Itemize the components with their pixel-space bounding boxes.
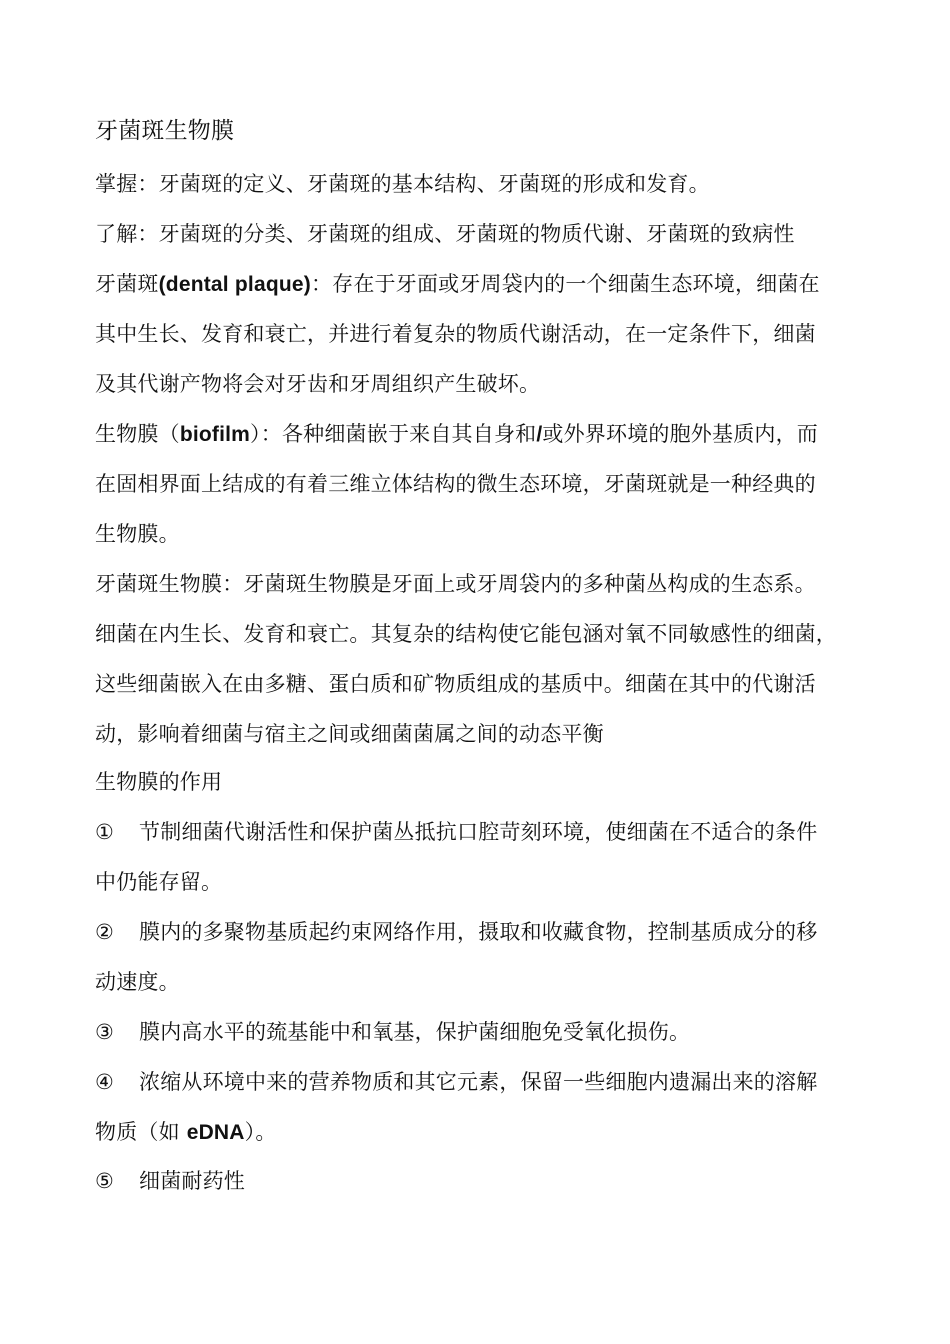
function-item-2	[95, 917, 855, 947]
plaque-biofilm-line-2: 细菌在内生长、发育和衰亡。其复杂的结构使它能包涵对氧不同敏感性的细菌，	[95, 622, 837, 646]
plaque-term-en: (dental plaque)	[158, 273, 311, 296]
item-text: 膜内高水平的巯基能中和氧基，保护菌细胞免受氧化损伤。	[139, 1020, 691, 1044]
edna-term: eDNA	[186, 1121, 245, 1144]
plaque-definition-text: ：存在于牙面或牙周袋内的一个细菌生态环境，细菌在	[310, 272, 820, 296]
plaque-definition-line-1	[95, 269, 855, 300]
item-text-pre: 物质（如	[95, 1120, 187, 1144]
function-item-2-cont: 动速度。	[95, 970, 180, 994]
biofilm-definition-text-rest: 或外界环境的胞外基质内，而	[542, 422, 819, 446]
functions-heading: 生物膜的作用	[95, 770, 223, 794]
biofilm-definition-text: ）：各种细菌嵌于来自其自身和	[250, 422, 537, 446]
function-item-5	[95, 1166, 855, 1196]
function-item-1	[95, 817, 855, 847]
item-number: ①	[95, 820, 115, 844]
function-item-4	[95, 1067, 855, 1097]
plaque-definition-line-3: 及其代谢产物将会对牙齿和牙周组织产生破坏。	[95, 372, 541, 396]
biofilm-definition-line-3: 生物膜。	[95, 522, 180, 546]
plaque-biofilm-line-1: 牙菌斑生物膜：牙菌斑生物膜是牙面上或牙周袋内的多种菌丛构成的生态系。	[95, 572, 816, 596]
function-item-4-cont	[95, 1117, 855, 1148]
plaque-term: 牙菌斑	[95, 272, 159, 296]
biofilm-definition-line-2: 在固相界面上结成的有着三维立体结构的微生态环境，牙菌斑就是一种经典的	[95, 472, 816, 496]
function-item-1-cont: 中仍能存留。	[95, 870, 223, 894]
slash-symbol: /	[536, 423, 543, 446]
item-number: ②	[95, 920, 115, 944]
item-text: 膜内的多聚物基质起约束网络作用，摄取和收藏食物，控制基质成分的移	[139, 920, 818, 944]
function-item-3	[95, 1017, 855, 1047]
objective-understand: 了解：牙菌斑的分类、牙菌斑的组成、牙菌斑的物质代谢、牙菌斑的致病性	[95, 222, 795, 246]
item-number: ⑤	[95, 1169, 115, 1193]
item-text: 节制细菌代谢活性和保护菌丛抵抗口腔苛刻环境，使细菌在不适合的条件	[139, 820, 818, 844]
plaque-biofilm-line-3: 这些细菌嵌入在由多糖、蛋白质和矿物质组成的基质中。细菌在其中的代谢活	[95, 672, 816, 696]
item-text-post: ）。	[244, 1120, 277, 1144]
item-number: ④	[95, 1070, 115, 1094]
biofilm-term: 生物膜（	[95, 422, 180, 446]
item-number: ③	[95, 1020, 115, 1044]
biofilm-term-en: biofilm	[179, 423, 251, 446]
objective-master: 掌握：牙菌斑的定义、牙菌斑的基本结构、牙菌斑的形成和发育。	[95, 172, 710, 196]
plaque-definition-line-2: 其中生长、发育和衰亡，并进行着复杂的物质代谢活动，在一定条件下，细菌	[95, 322, 816, 346]
item-text: 细菌耐药性	[139, 1169, 245, 1193]
item-text: 浓缩从环境中来的营养物质和其它元素，保留一些细胞内遗漏出来的溶解	[139, 1070, 818, 1094]
biofilm-definition-line-1	[95, 419, 855, 450]
page-title: 牙菌斑生物膜	[95, 118, 235, 144]
plaque-biofilm-line-4: 动，影响着细菌与宿主之间或细菌菌属之间的动态平衡	[95, 722, 604, 746]
